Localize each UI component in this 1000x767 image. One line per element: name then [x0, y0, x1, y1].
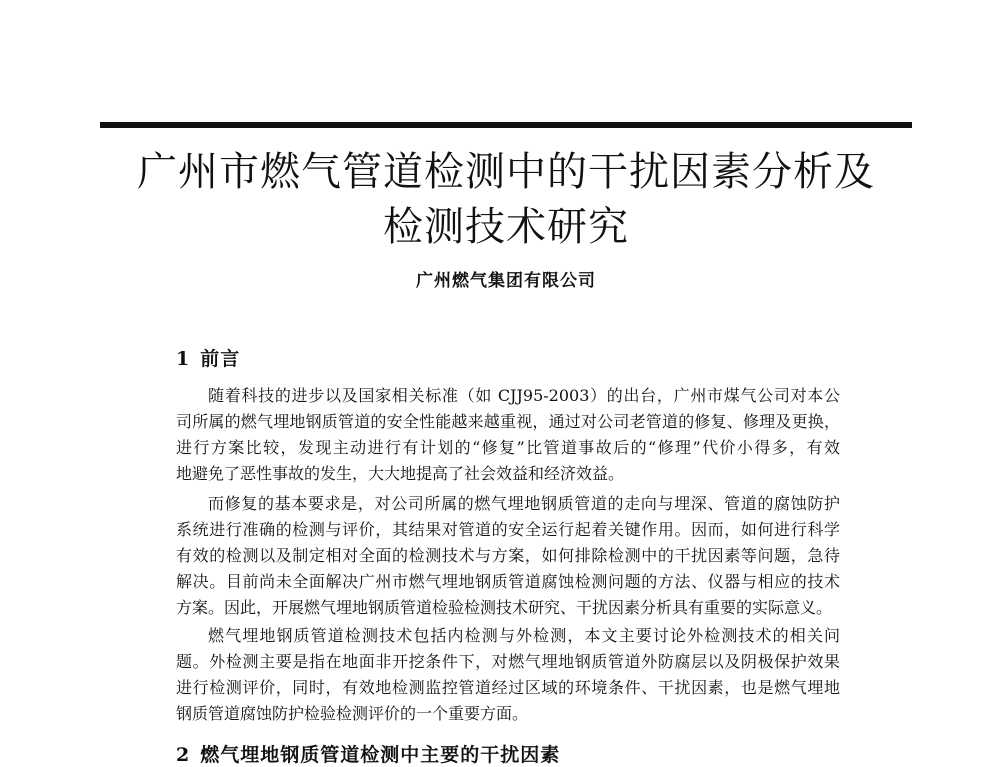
body-line: 解决。目前尚未全面解决广州市燃气埋地钢质管道腐蚀检测问题的方法、仪器与相应的技术 [176, 572, 840, 591]
section-1-number: 1 [176, 348, 191, 370]
body-line: 有效的检测以及制定相对全面的检测技术与方案，如何排除检测中的干扰因素等问题，急待 [176, 546, 840, 565]
body-line: 地避免了恶性事故的发生，大大地提高了社会效益和经济效益。 [176, 464, 625, 483]
body-line: 燃气埋地钢质管道检测技术包括内检测与外检测，本文主要讨论外检测技术的相关问 [208, 626, 840, 645]
section-1-title: 前言 [200, 348, 241, 370]
body-line: 题。外检测主要是指在地面非开挖条件下，对燃气埋地钢质管道外防腐层以及阴极保护效果 [176, 652, 840, 671]
paper-title-line-1: 广州市燃气管道检测中的干扰因素分析及 [137, 149, 875, 195]
body-line: 进行方案比较，发现主动进行有计划的“修复”比管道事故后的“修理”代价小得多，有效 [176, 438, 840, 457]
body-line: 系统进行准确的检测与评价，其结果对管道的安全运行起着关键作用。因而，如何进行科学 [176, 520, 840, 539]
section-2-number: 2 [176, 744, 191, 766]
section-1-heading [176, 344, 240, 371]
paper-title-line-2: 检测技术研究 [383, 204, 629, 250]
body-line: 钢质管道腐蚀防护检验检测评价的一个重要方面。 [176, 704, 529, 723]
body-line: 方案。因此，开展燃气埋地钢质管道检验检测技术研究、干扰因素分析具有重要的实际意义。 [176, 598, 833, 617]
section-2-title: 燃气埋地钢质管道检测中主要的干扰因素 [200, 744, 561, 766]
author-affiliation: 广州燃气集团有限公司 [416, 271, 596, 291]
header-rule [100, 122, 912, 128]
body-line: 随着科技的进步以及国家相关标准（如 CJJ95-2003）的出台，广州市煤气公司对本公 [208, 386, 840, 405]
body-line: 进行检测评价，同时，有效地检测监控管道经过区域的环境条件、干扰因素，也是燃气埋地 [176, 678, 840, 697]
body-line: 司所属的燃气埋地钢质管道的安全性能越来越重视，通过对公司老管道的修复、修理及更换， [176, 412, 840, 431]
section-2-heading [176, 740, 560, 767]
body-line: 而修复的基本要求是，对公司所属的燃气埋地钢质管道的走向与埋深、管道的腐蚀防护 [208, 494, 840, 513]
